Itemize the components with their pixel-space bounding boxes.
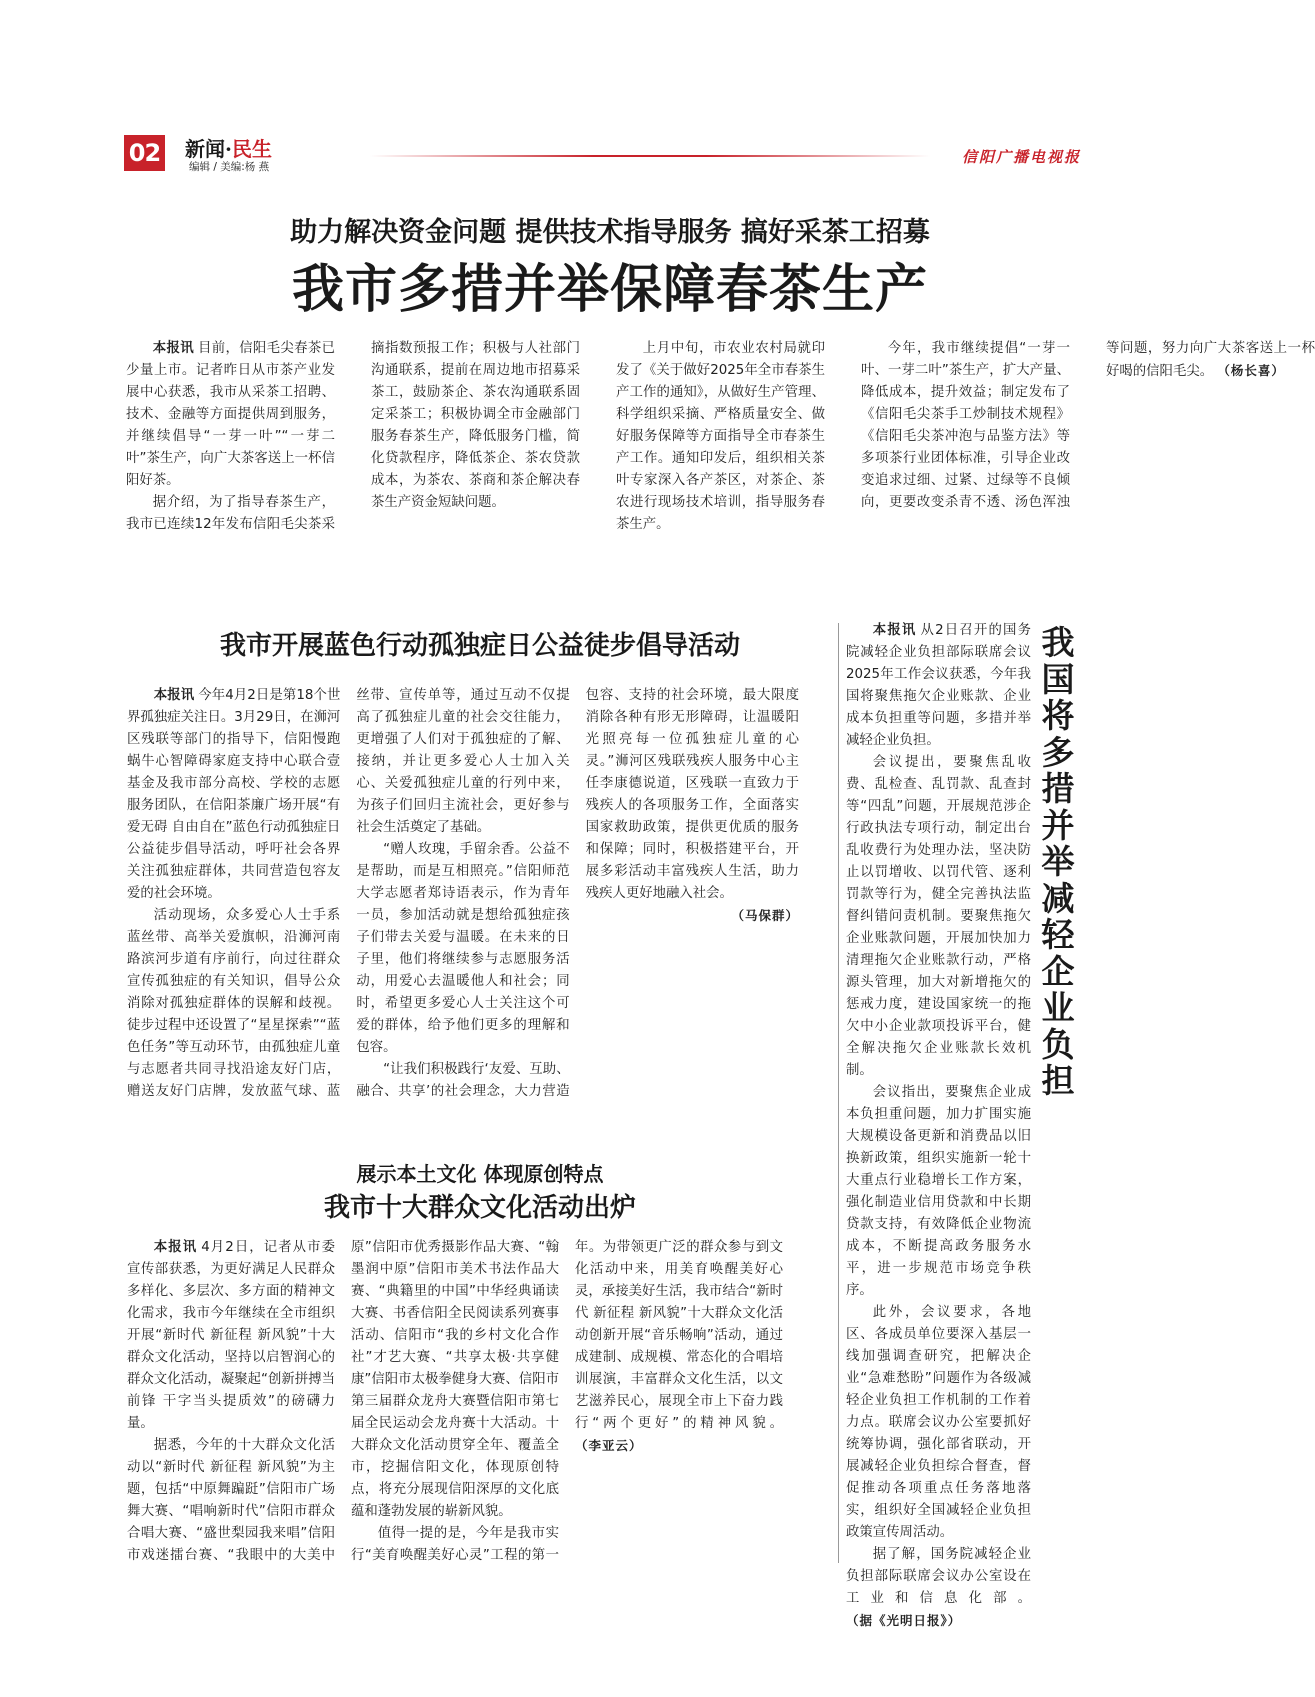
article4-paragraph (846, 1544, 1031, 1633)
article2-title: 我市开展蓝色行动孤独症日公益徒步倡导活动 (219, 631, 740, 661)
article3-title: 我市十大群众文化活动出炉 (323, 1193, 636, 1223)
article4-paragraph-text: 据了解，国务院减轻企业负担部际联席会议办公室设在工业和信息化部。 (846, 1547, 1031, 1606)
article4-paragraph (846, 620, 1031, 752)
article1-body (126, 338, 1315, 536)
article1-byline: （杨长喜） (1217, 363, 1285, 378)
article2-paragraph: 活动现场，众多爱心人士手系蓝丝带、高举关爱旗帜，沿浉河南路滨河步道有序前行，向过往群众宣传孤独症的有关知识，倡导公众消除对孤独症群体的误解和歧视。徒步过程中还设置了“星星探索”“蓝色任务”等互动环节，由孤独症儿童与志愿者共同寻找沿途友好门店，赠送友好门店牌，发放蓝气球、蓝丝带、宣传单等，通过互动不仅提高了孤独症儿童的社会交往能力，更增强了人们对于孤独症的了解、接纳，并让更多爱心人士加入关心、关爱孤独症儿童的行列中来，为孩子们回归主流社会，更好参与社会生活奠定了基础。 (127, 688, 570, 1099)
article3-byline: （李亚云） (575, 1438, 643, 1453)
article3-paragraph (127, 1237, 335, 1435)
article3-paragraph-text: 值得一提的是，今年是我市实行“美育唤醒美好心灵”工程的第一年。为带领更广泛的群众参与到文化活动中来，用美育唤醒美好心灵，承接美好生活，我市结合“新时代 新征程 新风貌”十大群众文化活动创新开展“音乐畅响”活动，通过成建制、成规模、常态化的合唱培训展演，丰富群众文化生活，以文艺滋养民心，展现全市上下奋力践行“两个更好”的精神风貌。 (351, 1240, 783, 1563)
article4-title: 我国将多措并举减轻企业负担 (1041, 623, 1075, 1100)
article1-title: 我市多措并举保障春茶生产 (291, 260, 928, 320)
column-divider (838, 623, 839, 1563)
header-divider (370, 155, 930, 157)
article4-lead: 本报讯 (872, 623, 917, 638)
section-dot: · (225, 137, 232, 161)
article2-byline: （马保群） (731, 908, 799, 923)
paper-name: 信阳广播电视报 (962, 148, 1082, 166)
article3-lead: 本报讯 (153, 1240, 198, 1255)
article2-paragraph: “让我们积极践行‘友爱、互助、融合、共享’的社会理念，大力营造包容、支持的社会环境，最大限度消除各种有形无形障碍，让温暖阳光照亮每一位孤独症儿童的心灵。”浉河区残联残疾人服务中心主任李康德说道，区残联一直致力于残疾人的各项服务工作，全面落实国家救助政策，提供更优质的服务和保障；同时，积极搭建平台，开展多彩活动丰富残疾人生活，助力残疾人更好地融入社会。 (356, 688, 799, 1099)
article1-paragraph: 上月中旬，市农业农村局就印发了《关于做好2025年全市春茶生产工作的通知》，从做好生产管理、科学组织采摘、严格质量安全、做好服务保障等方面指导全市春茶生产工作。通知印发后，组织相关茶叶专家深入各产茶区，对茶企、茶农进行现场技术培训，指导服务春茶生产。 (616, 341, 825, 532)
article3-kicker: 展示本土文化 体现原创特点 (356, 1162, 604, 1186)
section-main: 新闻 (185, 137, 225, 161)
article4-paragraph: 会议提出，要聚焦乱收费、乱检查、乱罚款、乱查封等“四乱”问题，开展规范涉企行政执法专项行动，制定出台乱收费行为处理办法，坚决防止以罚增收、以罚代管、逐利罚款等行为，健全完善执法监督纠错问责机制。要聚焦拖欠企业账款问题，开展加快加力清理拖欠企业账款行动，严格源头管理，加大对新增拖欠的惩戒力度，建设国家统一的拖欠中小企业款项投诉平台，健全解决拖欠企业账款长效机制。 (846, 755, 1031, 1078)
article2-paragraph (127, 685, 340, 905)
section-title (185, 133, 272, 162)
article3-body (127, 1237, 783, 1567)
article1-paragraph: 据介绍，为了指导春茶生产，我市已连续12年发布信阳毛尖茶采摘指数预报工作；积极与人社部门沟通联系，提前在周边地市招募采茶工，鼓励茶企、茶农沟通联系固定采茶工；积极协调全市金融部门服务春茶生产，降低服务门槛，简化贷款程序，降低茶企、茶农贷款成本，为茶农、茶商和茶企解决春茶生产资金短缺问题。 (126, 341, 580, 532)
editor-credit: 编辑 / 美编:杨 燕 (189, 161, 270, 173)
article3-paragraph-text: 4月2日，记者从市委宣传部获悉，为更好满足人民群众多样化、多层次、多方面的精神文化需求，我市今年继续在全市组织开展“新时代 新征程 新风貌”十大群众文化活动，坚持以启智润心的群众文化活动，凝聚起“创新拼搏当前锋 干字当头提质效”的磅礴力量。 (127, 1240, 335, 1431)
article4-paragraph: 会议指出，要聚焦企业成本负担重问题，加力扩围实施大规模设备更新和消费品以旧换新政策，组织实施新一轮十大重点行业稳增长工作方案，强化制造业信用贷款和中长期贷款支持，有效降低企业物流成本，不断提高政务服务水平，进一步规范市场竞争秩序。 (846, 1085, 1031, 1298)
article1-paragraph (126, 338, 335, 492)
article4-paragraph-text: 从2日召开的国务院减轻企业负担部际联席会议2025年工作会议获悉，今年我国将聚焦拖欠企业账款、企业成本负担重等问题，多措并举减轻企业负担。 (846, 623, 1031, 748)
article1-paragraph-text: 目前，信阳毛尖春茶已少量上市。记者昨日从市茶产业发展中心获悉，我市从采茶工招聘、技术、金融等方面提供周到服务，并继续倡导“一芽一叶”“一芽二叶”茶生产，向广大茶客送上一杯信阳好茶。 (126, 341, 335, 488)
article4-paragraph: 此外，会议要求，各地区、各成员单位要深入基层一线加强调查研究，把解决企业“急难愁盼”问题作为各级减轻企业负担工作机制的工作着力点。联席会议办公室要抓好统筹协调，强化部省联动，开展减轻企业负担综合督查，督促推动各项重点任务落地落实，组织好全国减轻企业负担政策宣传周活动。 (846, 1305, 1031, 1540)
article1-lead: 本报讯 (152, 341, 194, 356)
section-sub: 民生 (231, 137, 272, 161)
article2-lead: 本报讯 (153, 688, 195, 703)
article2-paragraph: “赠人玫瑰，手留余香。公益不是帮助，而是互相照亮。”信阳师范大学志愿者郑诗语表示，作为青年一员，参加活动就是想给孤独症孩子们带去关爱与温暖。在未来的日子里，他们将继续参与志愿服务活动，用爱心去温暖他人和社会；同时，希望更多爱心人士关注这个可爱的群体，给予他们更多的理解和包容。 (356, 842, 570, 1055)
article1-paragraph (861, 338, 1315, 536)
article2-body (127, 685, 799, 1103)
article1-kicker: 助力解决资金问题 提供技术指导服务 搞好采茶工招募 (290, 217, 930, 248)
article4-body (846, 620, 1031, 1628)
page-number: 02 (124, 135, 165, 171)
article3-paragraph: 据悉，今年的十大群众文化活动以“新时代 新征程 新风貌”为主题，包括“中原舞蹁跹”信阳市广场舞大赛、“唱响新时代”信阳市群众合唱大赛、“盛世梨园我来唱”信阳市戏迷擂台赛、“我眼中的大美中原”信阳市优秀摄影作品大赛、“翰墨润中原”信阳市美术书法作品大赛、“典籍里的中国”中华经典诵读大赛、书香信阳全民阅读系列赛事活动、信阳市“我的乡村文化合作社”才艺大赛、“共享太极·共享健康”信阳市太极拳健身大赛、信阳市第三届群众龙舟大赛暨信阳市第七届全民运动会龙舟赛十大活动。十大群众文化活动贯穿全年、覆盖全市，挖掘信阳文化，体现原创特点，将充分展现信阳深厚的文化底蕴和蓬勃发展的崭新风貌。 (127, 1240, 559, 1563)
article1-paragraph-text: 今年，我市继续提倡“一芽一叶、一芽二叶”茶生产，扩大产量、降低成本，提升效益；制定发布了《信阳毛尖茶手工炒制技术规程》《信阳毛尖茶冲泡与品鉴方法》等多项茶行业团体标准，引导企业改变追求过细、过紧、过绿等不良倾向，更要改变杀青不透、汤色浑浊等问题，努力向广大茶客送上一杯好喝的信阳毛尖。 (861, 341, 1315, 510)
article2-paragraph-text: 今年4月2日是第18个世界孤独症关注日。3月29日，在浉河区残联等部门的指导下，信阳慢跑蜗牛心智障碍家庭支持中心联合壹基金及我市部分高校、学校的志愿服务团队，在信阳茶廉广场开展“有爱无碍 自由自在”蓝色行动孤独症日公益徒步倡导活动，呼吁社会各界关注孤独症群体，共同营造包容友爱的社会环境。 (127, 688, 341, 901)
article4-byline: （据《光明日报》） (846, 1613, 962, 1628)
